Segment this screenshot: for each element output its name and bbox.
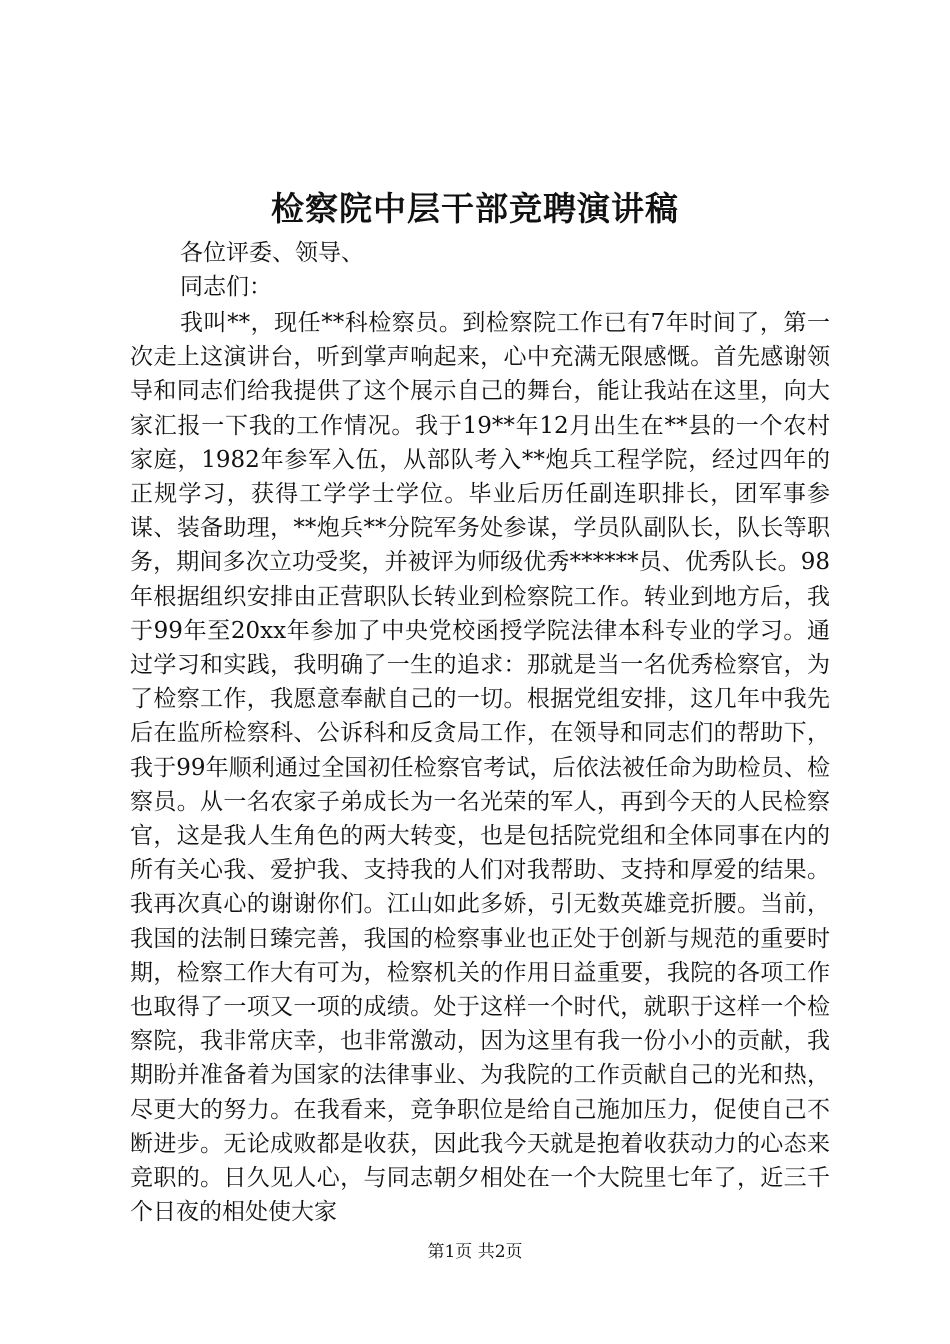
greeting-line-1: 各位评委、领导、 — [180, 240, 364, 266]
document-title: 检察院中层干部竞聘演讲稿 — [271, 189, 679, 228]
speech-body-paragraph: 我叫**，现任**科检察员。到检察院工作已有7年时间了，第一次走上这演讲台，听到掌声响起来，心中充满无限感慨。首先感谢领导和同志们给我提供了这个展示自己的舞台，能让我站在这里，向大家汇报一下我的工作情况。我于19**年12月出生在**县的一个农村家庭，1982年参军入伍，从部队考入**炮兵工程学院，经过四年的正规学习，获得工学学士学位。毕业后历任副连职排长，团军事参谋、装备助理，**炮兵**分院军务处参谋，学员队副队长，队长等职务，期间多次立功受奖，并被评为师级优秀******员、优秀队长。98年根据组织安排由正营职队长转业到检察院工作。转业到地方后，我于99年至20xx年参加了中央党校函授学院法律本科专业的学习。通过学习和实践，我明确了一生的追求：那就是当一名优秀检察官，为了检察工作，我愿意奉献自己的一切。根据党组安排，这几年中我先后在监所检察科、公诉科和反贪局工作，在领导和同志们的帮助下，我于99年顺利通过全国初任检察官考试，后依法被任命为助检员、检察员。从一名农家子弟成长为一名光荣的军人，再到今天的人民检察官，这是我人生角色的两大转变，也是包括院党组和全体同事在内的所有关心我、爱护我、支持我的人们对我帮助、支持和厚爱的结果。我再次真心的谢谢你们。江山如此多娇，引无数英雄竞折腰。当前，我国的法制日臻完善，我国的检察事业也正处于创新与规范的重要时期，检察工作大有可为，检察机关的作用日益重要，我院的各项工作也取得了一项又一项的成绩。处于这样一个时代，就职于这样一个检察院，我非常庆幸，也非常激动，因为这里有我一份小小的贡献，我期盼并准备着为国家的法律事业、为我院的工作贡献自己的光和热，尽更大的努力。在我看来，竞争职位是给自己施加压力，促使自己不断进步。无论成败都是收获，因此我今天就是抱着收获动力的心态来竞职的。日久见人心，与同志朝夕相处在一个大院里七年了，近三千个日夜的相处使大家 — [130, 310, 830, 1226]
greeting-line-2: 同志们： — [180, 274, 272, 300]
page-number-footer: 第1页 共2页 — [427, 1242, 523, 1262]
